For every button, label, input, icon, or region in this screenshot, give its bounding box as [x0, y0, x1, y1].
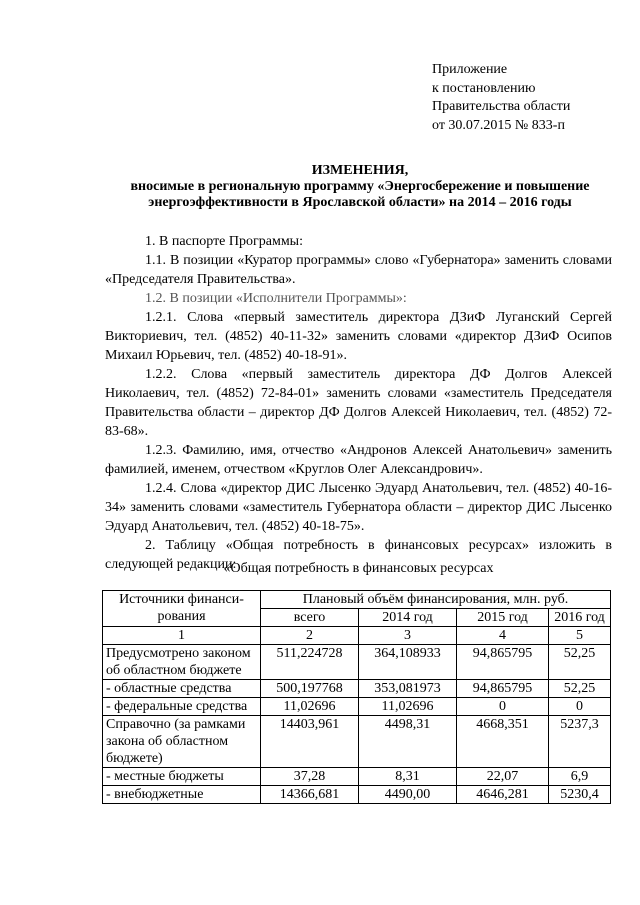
paragraph-1-2-1: 1.2.1. Слова «первый заместитель директора ДЗиФ Луганский Сергей Викториевич, тел. (4852) 40-11-32» заменить словами «директор ДЗиФ Осипов Михаил Юрьевич, тел. (4852) 40-18-91».	[105, 310, 612, 363]
row-value: 8,31	[359, 768, 457, 786]
header-2016: 2016 год	[549, 609, 611, 627]
row-value: 364,108933	[359, 645, 457, 680]
row-label: - внебюджетные	[103, 786, 261, 804]
table-row	[103, 786, 611, 804]
row-label: - федеральные средства	[103, 698, 261, 716]
row-value: 94,865795	[457, 645, 549, 680]
row-value: 4498,31	[359, 716, 457, 768]
col-num: 3	[359, 627, 457, 645]
title-line-2: вносимые в региональную программу «Энергосбережение и повышение	[130, 179, 590, 194]
col-num: 5	[549, 627, 611, 645]
row-label: - местные бюджеты	[103, 768, 261, 786]
document-title	[100, 163, 620, 211]
finance-table	[102, 590, 611, 804]
paragraph-1-2-4: 1.2.4. Слова «директор ДИС Лысенко Эдуард Анатольевич, тел. (4852) 40-16-34» заменить словами «заместитель Губернатора области – директор ДИС Лысенко Эдуард Анатольевич, тел. (4852) 40-18-75».	[105, 481, 612, 534]
table-row	[103, 768, 611, 786]
paragraph-1-2-3: 1.2.3. Фамилию, имя, отчество «Андронов Алексей Анатольевич» заменить фамилией, именем, отчеством «Круглов Олег Александрович».	[105, 443, 612, 477]
row-value: 4668,351	[457, 716, 549, 768]
row-label: - областные средства	[103, 680, 261, 698]
row-value: 22,07	[457, 768, 549, 786]
header-2015: 2015 год	[457, 609, 549, 627]
header-plan-cell: Плановый объём финансирования, млн. руб.	[261, 591, 611, 609]
row-label: Справочно (за рамками закона об областном бюджете)	[103, 716, 261, 768]
approval-block	[432, 61, 570, 135]
row-value: 11,02696	[261, 698, 359, 716]
paragraph-2: 2. Таблицу «Общая потребность в финансовых ресурсах» изложить в следующей редакции:	[105, 538, 612, 572]
col-num: 1	[103, 627, 261, 645]
row-value: 11,02696	[359, 698, 457, 716]
row-value: 353,081973	[359, 680, 457, 698]
table-row	[103, 698, 611, 716]
row-value: 37,28	[261, 768, 359, 786]
row-value: 5230,4	[549, 786, 611, 804]
row-value: 14403,961	[261, 716, 359, 768]
row-value: 6,9	[549, 768, 611, 786]
paragraph-1-2-2: 1.2.2. Слова «первый заместитель директора ДФ Долгов Алексей Николаевич, тел. (4852) 72-84-01» заменить словами «заместитель Председателя Правительства области – директор ДФ Долгов Алексей Николаевич, тел. (4852) 72-83-68».	[105, 367, 612, 439]
title-line-1: ИЗМЕНЕНИЯ,	[311, 163, 409, 178]
row-value: 94,865795	[457, 680, 549, 698]
paragraph-1: 1. В паспорте Программы:	[145, 234, 303, 249]
col-num: 2	[261, 627, 359, 645]
title-line-3: энергоэффективности в Ярославской области» на 2014 – 2016 годы	[148, 195, 572, 210]
row-value: 511,224728	[261, 645, 359, 680]
paragraph-1-1: 1.1. В позиции «Куратор программы» слово «Губернатора» заменить словами «Председателя Правительства».	[105, 253, 612, 287]
row-value: 0	[549, 698, 611, 716]
row-value: 4490,00	[359, 786, 457, 804]
approval-line-3: Правительства области	[432, 99, 571, 114]
header-source-cell: Источники финанси-рования	[103, 591, 261, 627]
table-row	[103, 716, 611, 768]
header-total: всего	[261, 609, 359, 627]
table-row	[103, 680, 611, 698]
col-num: 4	[457, 627, 549, 645]
row-value: 500,197768	[261, 680, 359, 698]
approval-line-1: Приложение	[432, 62, 508, 77]
row-value: 14366,681	[261, 786, 359, 804]
table-row	[103, 645, 611, 680]
paragraph-1-2: 1.2. В позиции «Исполнители Программы»:	[145, 291, 407, 306]
table-caption: «Общая потребность в финансовых ресурсах	[223, 561, 494, 576]
row-value: 5237,3	[549, 716, 611, 768]
row-value: 0	[457, 698, 549, 716]
approval-line-2: к постановлению	[432, 80, 536, 96]
header-2014: 2014 год	[359, 609, 457, 627]
table-number-row	[103, 627, 611, 645]
row-value: 52,25	[549, 680, 611, 698]
row-value: 52,25	[549, 645, 611, 680]
approval-line-4: от 30.07.2015 № 833-п	[432, 117, 565, 133]
row-label: Предусмотрено законом об областном бюджете	[103, 645, 261, 680]
table-header-row	[103, 591, 611, 609]
row-value: 4646,281	[457, 786, 549, 804]
document-body	[105, 232, 612, 574]
